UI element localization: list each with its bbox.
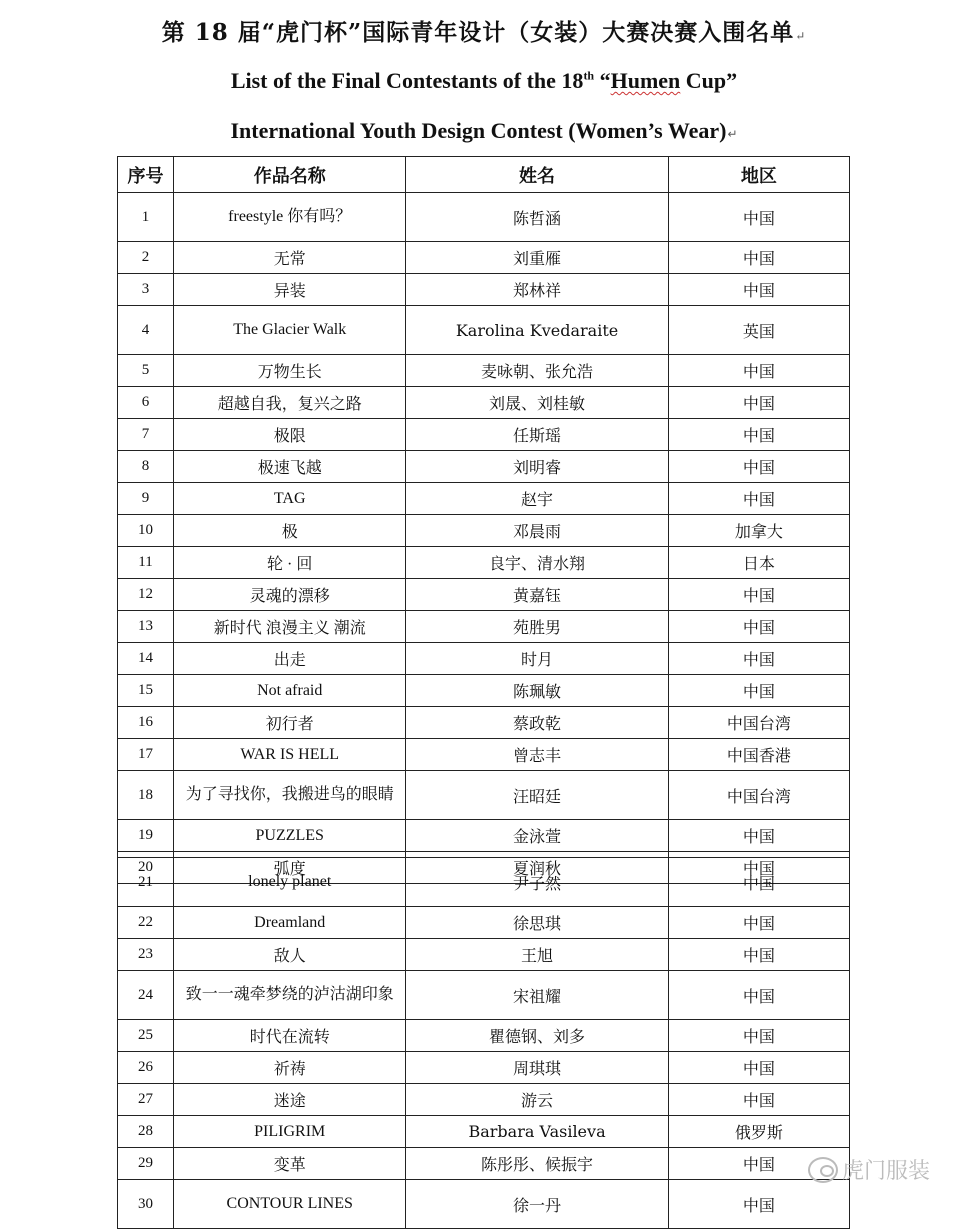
cell-name: 游云 [406, 1084, 668, 1116]
table-row [118, 515, 850, 547]
table-row [118, 907, 850, 939]
cell-region: 中国 [668, 193, 849, 242]
cell-region: 中国台湾 [668, 707, 849, 739]
cell-work: 异装 [174, 274, 406, 306]
table-row [118, 355, 850, 387]
cell-work: 迷途 [174, 1084, 406, 1116]
cell-work: 极速飞越 [174, 451, 406, 483]
cell-work: 极限 [174, 419, 406, 451]
cell-no: 5 [118, 355, 174, 387]
cell-region: 中国 [668, 675, 849, 707]
table-row [118, 306, 850, 355]
cell-name: 陈彤彤、候振宇 [406, 1148, 668, 1180]
cell-work: 出走 [174, 643, 406, 675]
title-cn-text: 第 18 届“虎门杯”国际青年设计（女装）大赛决赛入围名单 [161, 19, 795, 46]
table-row [118, 611, 850, 643]
cell-no: 1 [118, 193, 174, 242]
table-row [118, 707, 850, 739]
table-row [118, 858, 850, 907]
cell-region: 中国 [668, 419, 849, 451]
title-en1-quote-open: “ [594, 68, 611, 93]
cell-name: 苑胜男 [406, 611, 668, 643]
cell-no: 18 [118, 771, 174, 820]
cell-work: TAG [174, 483, 406, 515]
cell-region: 中国 [668, 971, 849, 1020]
cell-work: 致一一魂牵梦绕的泸沽湖印象 [174, 971, 406, 1020]
cell-region: 中国香港 [668, 739, 849, 771]
cell-no: 7 [118, 419, 174, 451]
cell-work: 为了寻找你，我搬进鸟的眼睛 [174, 771, 406, 820]
cell-region: 中国 [668, 820, 849, 852]
cell-work: 新时代 浪漫主义 潮流 [174, 611, 406, 643]
header-work: 作品名称 [174, 157, 406, 193]
cell-no: 3 [118, 274, 174, 306]
title-en1-humen: Humen [610, 68, 681, 93]
cell-region: 中国 [668, 907, 849, 939]
cell-region: 中国 [668, 1180, 849, 1229]
cell-no: 25 [118, 1020, 174, 1052]
cell-name: 刘重雁 [406, 242, 668, 274]
paragraph-mark: ↵ [795, 29, 807, 43]
watermark [808, 1154, 930, 1185]
cell-work: Dreamland [174, 907, 406, 939]
header-name: 姓名 [406, 157, 668, 193]
table-row [118, 274, 850, 306]
header-region: 地区 [668, 157, 849, 193]
title-en1-post: Cup” [680, 68, 738, 93]
cell-no: 16 [118, 707, 174, 739]
cell-name: 尹子然 [406, 858, 668, 907]
cell-work: PUZZLES [174, 820, 406, 852]
table-row [118, 1116, 850, 1148]
cell-name: 良宇、清水翔 [406, 547, 668, 579]
cell-region: 中国 [668, 242, 849, 274]
cell-name: 时月 [406, 643, 668, 675]
cell-name: Barbara Vasileva [406, 1116, 668, 1148]
cell-no: 10 [118, 515, 174, 547]
cell-name: 宋祖耀 [406, 971, 668, 1020]
cell-name: 刘晟、刘桂敏 [406, 387, 668, 419]
cell-region: 中国 [668, 1052, 849, 1084]
cell-work: WAR IS HELL [174, 739, 406, 771]
cell-no: 17 [118, 739, 174, 771]
cell-work: 灵魂的漂移 [174, 579, 406, 611]
table-row [118, 675, 850, 707]
cell-work: 时代在流转 [174, 1020, 406, 1052]
cell-region: 中国 [668, 451, 849, 483]
table-row [118, 579, 850, 611]
cell-region: 英国 [668, 306, 849, 355]
table-row [118, 939, 850, 971]
paragraph-mark: ↵ [727, 127, 738, 141]
table-row [118, 1148, 850, 1180]
cell-work: 万物生长 [174, 355, 406, 387]
cell-work: 弧度 [174, 852, 406, 884]
table-row [118, 451, 850, 483]
cell-region: 中国 [668, 355, 849, 387]
cell-no: 23 [118, 939, 174, 971]
table-row [118, 483, 850, 515]
table-row [118, 419, 850, 451]
cell-no: 11 [118, 547, 174, 579]
cell-no: 27 [118, 1084, 174, 1116]
table-row [118, 242, 850, 274]
cell-no: 24 [118, 971, 174, 1020]
cell-region: 中国 [668, 387, 849, 419]
page-title-en-line1 [0, 68, 968, 94]
cell-no: 22 [118, 907, 174, 939]
cell-name: Karolina Kvedaraite [406, 306, 668, 355]
cell-name: 徐一丹 [406, 1180, 668, 1229]
cell-region: 中国 [668, 274, 849, 306]
cell-work: The Glacier Walk [174, 306, 406, 355]
cell-region: 中国 [668, 852, 849, 884]
cell-no: 19 [118, 820, 174, 852]
cell-work: lonely planet [174, 858, 406, 907]
cell-work: 变革 [174, 1148, 406, 1180]
table-row [118, 1084, 850, 1116]
cell-name: 徐思琪 [406, 907, 668, 939]
table-row [118, 547, 850, 579]
cell-name: 黄嘉钰 [406, 579, 668, 611]
cell-name: 任斯瑶 [406, 419, 668, 451]
cell-region: 中国 [668, 579, 849, 611]
cell-name: 陈珮敏 [406, 675, 668, 707]
cell-work: 无常 [174, 242, 406, 274]
cell-no: 14 [118, 643, 174, 675]
header-no: 序号 [118, 157, 174, 193]
cell-region: 中国 [668, 611, 849, 643]
cell-no: 8 [118, 451, 174, 483]
contestants-table-part1 [117, 156, 850, 884]
cell-no: 9 [118, 483, 174, 515]
cell-name: 刘明睿 [406, 451, 668, 483]
cell-name: 郑林祥 [406, 274, 668, 306]
cell-work: Not afraid [174, 675, 406, 707]
cell-no: 12 [118, 579, 174, 611]
cell-no: 2 [118, 242, 174, 274]
cell-name: 邓晨雨 [406, 515, 668, 547]
cell-work: 轮 · 回 [174, 547, 406, 579]
table-row [118, 971, 850, 1020]
cell-region: 加拿大 [668, 515, 849, 547]
cell-work: 超越自我，复兴之路 [174, 387, 406, 419]
table-row [118, 643, 850, 675]
cell-work: 敌人 [174, 939, 406, 971]
cell-region: 中国台湾 [668, 771, 849, 820]
table-row [118, 820, 850, 852]
title-en1-sup: th [583, 68, 595, 83]
cell-name: 陈哲涵 [406, 193, 668, 242]
page-title-cn [0, 14, 968, 47]
cell-work: PILIGRIM [174, 1116, 406, 1148]
cell-region: 中国 [668, 939, 849, 971]
wechat-icon [808, 1157, 838, 1183]
watermark-text: 虎门服装 [842, 1159, 931, 1184]
cell-region: 中国 [668, 1020, 849, 1052]
cell-work: CONTOUR LINES [174, 1180, 406, 1229]
table-row [118, 771, 850, 820]
cell-region: 中国 [668, 858, 849, 907]
cell-name: 曾志丰 [406, 739, 668, 771]
cell-region: 日本 [668, 547, 849, 579]
table-row [118, 1052, 850, 1084]
title-en1-pre: List of the Final Contestants of the 18 [230, 68, 584, 93]
cell-region: 中国 [668, 1084, 849, 1116]
cell-no: 13 [118, 611, 174, 643]
cell-no: 28 [118, 1116, 174, 1148]
cell-name: 麦咏朝、张允浩 [406, 355, 668, 387]
cell-region: 中国 [668, 643, 849, 675]
cell-work: 极 [174, 515, 406, 547]
table-row [118, 739, 850, 771]
cell-no: 29 [118, 1148, 174, 1180]
cell-name: 蔡政乾 [406, 707, 668, 739]
cell-name: 周琪琪 [406, 1052, 668, 1084]
cell-work: 祈祷 [174, 1052, 406, 1084]
cell-region: 俄罗斯 [668, 1116, 849, 1148]
title-en2-text: International Youth Design Contest (Women’s Wear) [230, 118, 727, 143]
table-row [118, 193, 850, 242]
cell-no: 15 [118, 675, 174, 707]
table-row [118, 1020, 850, 1052]
table-header-row [118, 157, 850, 193]
cell-name: 夏润秋 [406, 852, 668, 884]
cell-name: 赵宇 [406, 483, 668, 515]
cell-name: 汪昭廷 [406, 771, 668, 820]
cell-name: 瞿德钢、刘多 [406, 1020, 668, 1052]
cell-work: 初行者 [174, 707, 406, 739]
cell-region: 中国 [668, 483, 849, 515]
contestants-table-part2 [117, 857, 850, 1229]
cell-no: 20 [118, 852, 174, 884]
page-title-en-line2 [0, 118, 968, 144]
cell-region: 中国 [668, 1148, 849, 1180]
cell-no: 30 [118, 1180, 174, 1229]
cell-no: 26 [118, 1052, 174, 1084]
table-row [118, 387, 850, 419]
table-row [118, 1180, 850, 1229]
cell-name: 金泳萱 [406, 820, 668, 852]
cell-work: freestyle 你有吗？ [174, 193, 406, 242]
cell-no: 6 [118, 387, 174, 419]
cell-no: 4 [118, 306, 174, 355]
cell-no: 21 [118, 858, 174, 907]
cell-name: 王旭 [406, 939, 668, 971]
